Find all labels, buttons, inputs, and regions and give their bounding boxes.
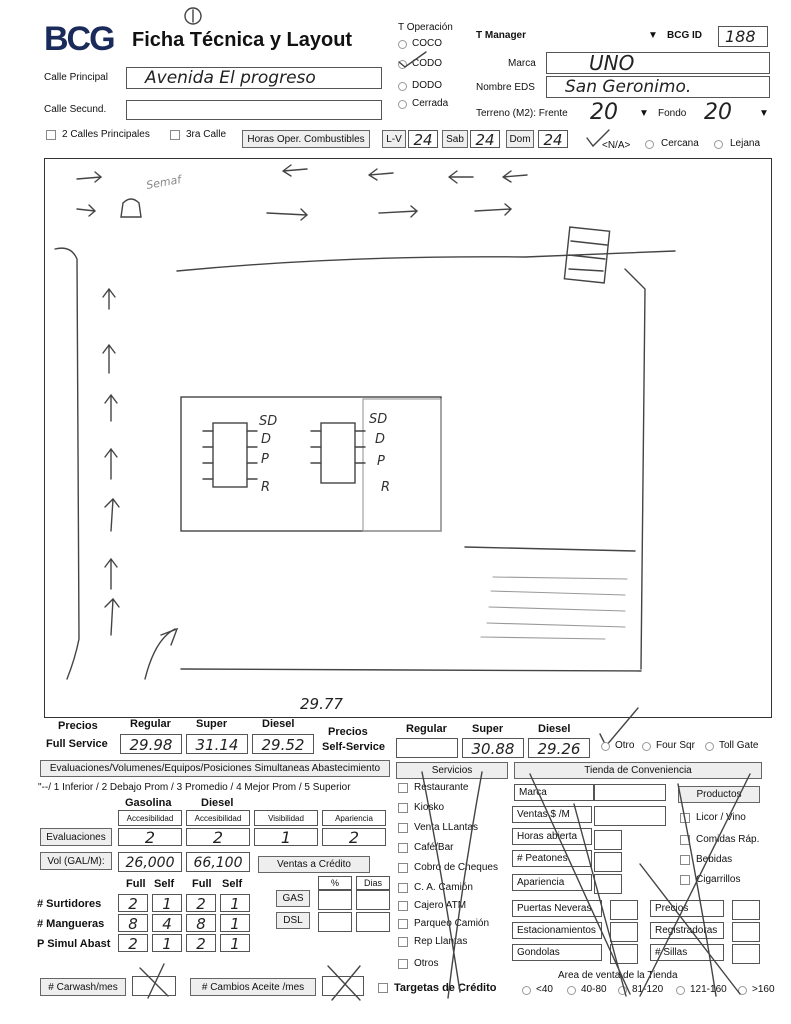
fondo-dropdown-icon[interactable]: ▼ (759, 108, 769, 119)
pump-island-1 (203, 423, 257, 487)
ventas-label: Ventas $ /M (512, 806, 592, 823)
simul-label: P Simul Abast (37, 938, 111, 950)
sillas-label: # Sillas (650, 944, 724, 961)
puertas-neveras-label: Puertas Neveras (512, 900, 602, 917)
visibilidad-header: Visibilidad (254, 810, 318, 826)
nombre-eds-field[interactable]: San Geronimo. (546, 76, 770, 98)
self-label: Self (222, 878, 243, 890)
circle-mark-icon (182, 6, 204, 26)
vol-diesel-field[interactable]: 66,100 (186, 852, 250, 872)
gasolina-label: Gasolina (125, 797, 172, 809)
servicios-button[interactable]: Servicios (396, 762, 508, 779)
sab-hours-field[interactable]: 24 (470, 130, 500, 148)
pump-label: SD (259, 414, 278, 429)
vertical-arrows (103, 289, 119, 635)
t-operacion-label: T Operación (398, 22, 453, 33)
servicios-list: Restaurante Kiosko Venta LLantas Café/Bar Cobro de Cheques C. A. Camión Cajero ATM Parqueo Camión Rep Llantas Otros (398, 782, 508, 972)
pct-header: % (318, 876, 352, 890)
t-manager-label: T Manager (476, 30, 527, 41)
rating-scale: "--/ 1 Inferior / 2 Debajo Prom / 3 Promedio / 4 Mejor Prom / 5 Superior (38, 782, 351, 793)
lv-label: L-V (382, 130, 406, 148)
strike-lines (400, 762, 510, 1002)
page-title: Ficha Técnica y Layout (132, 29, 353, 51)
vol-gasolina-field[interactable]: 26,000 (118, 852, 182, 872)
dom-label: Dom (506, 130, 534, 148)
nombre-eds-label: Nombre EDS (476, 82, 535, 93)
sketch-note: 29.77 (300, 695, 343, 713)
apariencia-header: Apariencia (322, 810, 386, 826)
full-label: Full (192, 878, 212, 890)
mangueras-dsl-self[interactable]: 1 (220, 914, 250, 932)
simul-gas-full[interactable]: 2 (118, 934, 148, 952)
peatones-label: # Peatones (512, 850, 592, 867)
evaluaciones-banner: Evaluaciones/Volumenes/Equipos/Posiciones Simultaneas Abastecimiento (40, 760, 390, 777)
ventas-credito-button[interactable]: Ventas a Crédito (258, 856, 370, 873)
mangueras-gas-self[interactable]: 4 (152, 914, 182, 932)
gondolas-label: Gondolas (512, 944, 602, 961)
sab-label: Sab (442, 130, 468, 148)
pump-label: D (261, 432, 272, 447)
diesel-label: Diesel (201, 797, 234, 809)
pump-label: P (377, 454, 385, 469)
full-diesel-price[interactable]: 29.52 (252, 734, 314, 754)
pump-island-2 (311, 423, 365, 483)
vol-label: Vol (GAL/M): (40, 852, 112, 870)
bcg-logo: BCG (44, 20, 114, 58)
marca-field[interactable]: UNO (546, 52, 770, 74)
marca-label: Marca (508, 58, 536, 69)
fondo-value[interactable]: 20 (704, 100, 732, 125)
cambios-aceite-label: # Cambios Aceite /mes (190, 978, 316, 996)
calle-principal-field[interactable]: Avenida El progreso (126, 67, 382, 89)
self-diesel-price[interactable]: 29.26 (528, 738, 590, 758)
traffic-arrows (77, 165, 527, 220)
full-label: Full (126, 878, 146, 890)
precios-label: Precios (650, 900, 724, 917)
semaforo-label: Semaf (145, 173, 183, 192)
gas-label: GAS (276, 890, 310, 907)
tienda-marca-label: Marca (514, 784, 594, 801)
surtidores-gas-full[interactable]: 2 (118, 894, 148, 912)
simul-gas-self[interactable]: 1 (152, 934, 182, 952)
dsl-dias-field[interactable] (356, 912, 390, 932)
header-super: Super (472, 723, 504, 735)
evaluaciones-label: Evaluaciones (40, 828, 112, 846)
terreno-label: Terreno (M2): Frente (476, 108, 568, 119)
full-service-label: Full Service (46, 738, 108, 750)
mangueras-label: # Mangueras (37, 918, 105, 930)
self-label: Self (154, 878, 175, 890)
eval-score-field[interactable]: 2 (118, 828, 182, 846)
dias-header: Dias (356, 876, 390, 890)
pump-label: P (261, 452, 269, 467)
surtidores-dsl-self[interactable]: 1 (220, 894, 250, 912)
carwash-label: # Carwash/mes (40, 978, 126, 996)
mangueras-dsl-full[interactable]: 8 (186, 914, 216, 932)
apariencia-label: Apariencia (512, 874, 592, 891)
full-super-price[interactable]: 31.14 (186, 734, 248, 754)
self-service-label: Self-Service (322, 741, 385, 753)
horas-oper-button[interactable]: Horas Oper. Combustibles (242, 130, 370, 148)
frente-dropdown-icon[interactable]: ▼ (639, 108, 649, 119)
bcg-id-field[interactable]: 188 (718, 26, 768, 47)
registradoras-label: Registradoras (650, 922, 724, 939)
simul-dsl-self[interactable]: 1 (220, 934, 250, 952)
cross-mark-icon (134, 960, 174, 1000)
check-mark-icon (396, 48, 430, 70)
surtidores-label: # Surtidores (37, 898, 102, 910)
full-regular-price[interactable]: 29.98 (120, 734, 182, 754)
surtidores-dsl-full[interactable]: 2 (186, 894, 216, 912)
horas-abierta-label: Horas abierta (512, 828, 592, 845)
dom-hours-field[interactable]: 24 (538, 130, 568, 148)
layout-sketch-area[interactable] (44, 158, 772, 718)
calle-secund-label: Calle Secund. (44, 104, 107, 115)
pump-label: R (381, 480, 391, 495)
dsl-label: DSL (276, 912, 310, 929)
gas-pct-field[interactable] (318, 890, 352, 910)
na-option[interactable]: <N/A> (602, 140, 631, 151)
precios-self-label: Precios (328, 726, 368, 738)
area-venta-label: Area de venta de la Tienda (558, 970, 678, 981)
eval-score-field[interactable]: 1 (254, 828, 318, 846)
pump-label: SD (369, 412, 388, 427)
cross-mark-icon (322, 960, 366, 1004)
dsl-pct-field[interactable] (318, 912, 352, 932)
header-super: Super (196, 718, 228, 730)
bcg-id-label: BCG ID (667, 30, 702, 41)
precios-label: Precios (58, 720, 98, 732)
pump-label: R (261, 480, 271, 495)
accesibilidad-header: Accesibilidad (118, 810, 182, 826)
tienda-button[interactable]: Tienda de Conveniencia (514, 762, 762, 779)
header-diesel: Diesel (262, 718, 295, 730)
dropdown-arrow-icon[interactable]: ▼ (648, 30, 658, 41)
site-sketch (45, 159, 773, 719)
calle-secund-field[interactable] (126, 100, 382, 120)
self-regular-price[interactable] (396, 738, 458, 758)
header-regular: Regular (130, 718, 171, 730)
calle-principal-label: Calle Principal (44, 72, 108, 83)
header-diesel: Diesel (538, 723, 571, 735)
strike-lines (510, 764, 770, 1004)
accesibilidad-header: Accesibilidad (186, 810, 250, 826)
header-regular: Regular (406, 723, 447, 735)
eval-score-field[interactable]: 2 (322, 828, 386, 846)
productos-button[interactable]: Productos (678, 786, 760, 803)
simul-dsl-full[interactable]: 2 (186, 934, 216, 952)
frente-value[interactable]: 20 (590, 100, 618, 125)
estacionamientos-label: Estacionamientos (512, 922, 602, 939)
pump-label: D (375, 432, 386, 447)
surtidores-gas-self[interactable]: 1 (152, 894, 182, 912)
lv-hours-field[interactable]: 24 (408, 130, 438, 148)
self-super-price[interactable]: 30.88 (462, 738, 524, 758)
mangueras-gas-full[interactable]: 8 (118, 914, 148, 932)
eval-score-field[interactable]: 2 (186, 828, 250, 846)
fondo-label: Fondo (658, 108, 687, 119)
gas-dias-field[interactable] (356, 890, 390, 910)
